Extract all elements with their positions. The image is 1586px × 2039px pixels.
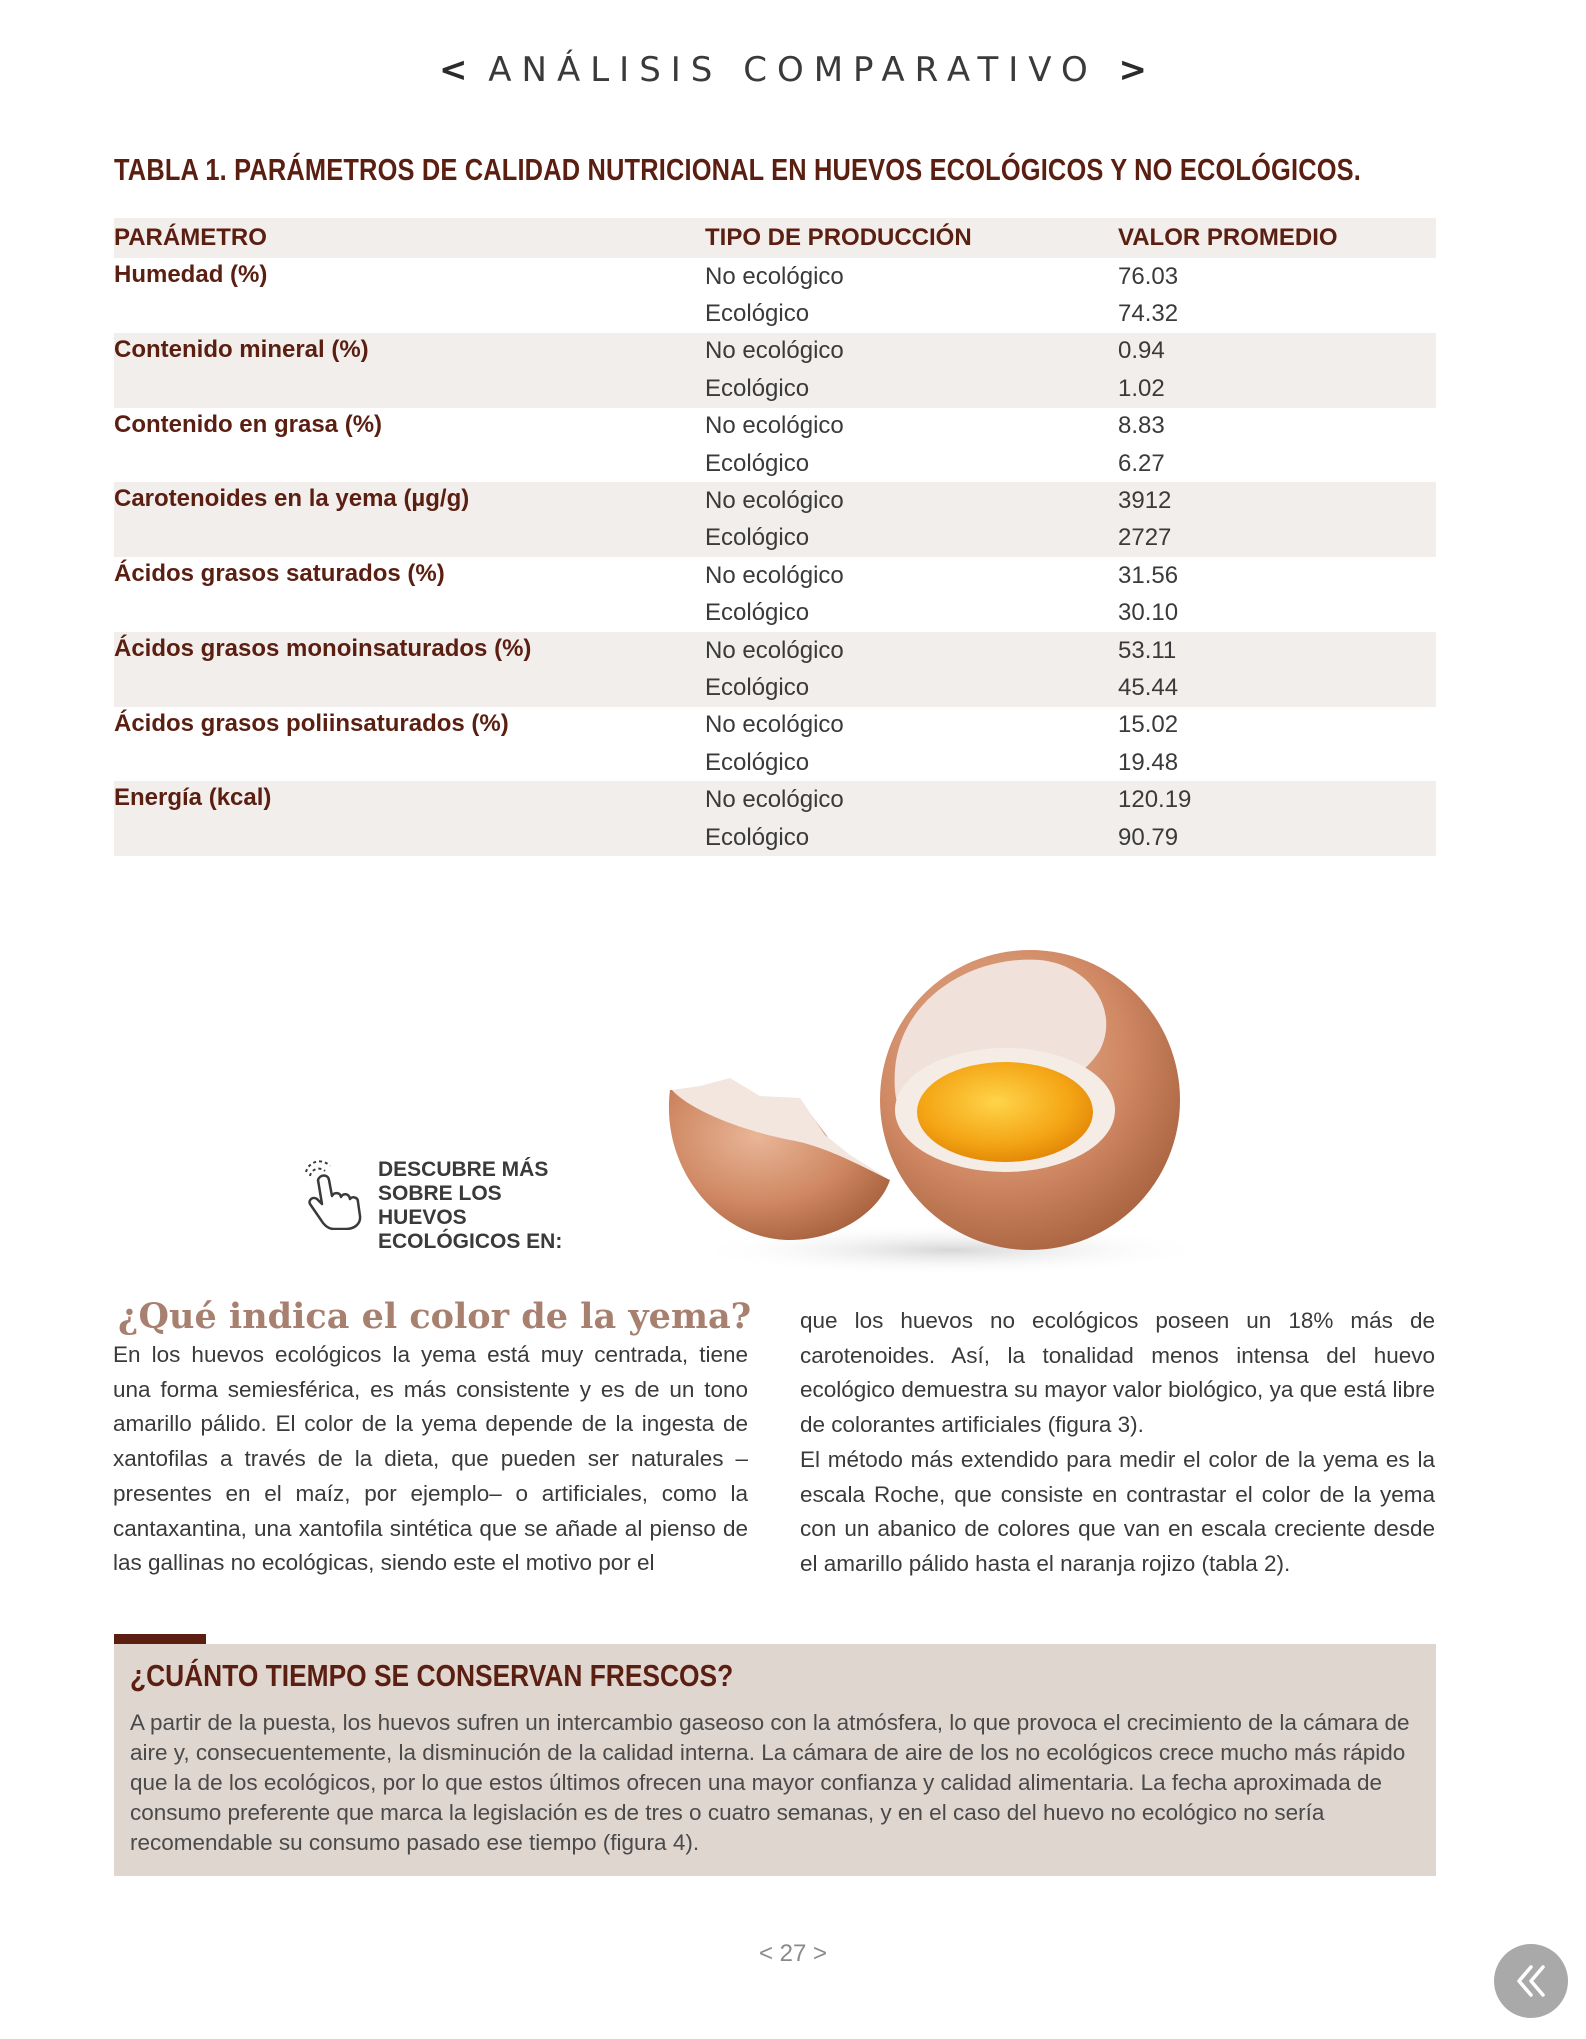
page-number: < 27 > bbox=[758, 1940, 828, 1967]
value-cell: 15.02 bbox=[1118, 711, 1179, 739]
header-average-value: VALOR PROMEDIO bbox=[1118, 218, 1436, 258]
hand-tap-icon bbox=[300, 1158, 370, 1230]
box-title: ¿CUÁNTO TIEMPO SE CONSERVAN FRESCOS? bbox=[130, 1658, 734, 1693]
freshness-box bbox=[114, 1644, 1436, 1876]
right-chevron: > bbox=[1118, 50, 1148, 90]
table-row bbox=[114, 632, 1436, 669]
value-cell: 76.03 bbox=[1118, 262, 1179, 290]
value-cell: 1.02 bbox=[1118, 370, 1436, 407]
header-title: ANÁLISIS COMPARATIVO bbox=[488, 50, 1098, 90]
value-cell: 0.94 bbox=[1118, 333, 1436, 370]
parameter-cell: Ácidos grasos saturados (%) bbox=[114, 560, 445, 588]
table-row bbox=[114, 258, 1436, 295]
article-right-column bbox=[800, 1304, 1435, 1582]
table-body bbox=[114, 258, 1436, 856]
production-type-cell: Ecológico bbox=[705, 300, 810, 328]
value-cell: 74.32 bbox=[1118, 300, 1179, 328]
box-text: A partir de la puesta, los huevos sufren un intercambio gaseoso con la atmósfera, lo que provoca el crecimiento de la cámara de aire y, consecuentemente, la disminución de la calidad interna. La cámara de aire de los no ecológicos crece mucho más rápido que la de los ecológicos, por lo que estos últimos ofrecen una mayor confianza y calidad alimentaria. La fecha aproximada de consumo preferente que marca la legislación es de tres o cuatro semanas, y en el caso del huevo no ecológico no sería recomendable su consumo pasado ese tiempo (figura 4). bbox=[130, 1710, 1410, 1855]
parameter-cell: Contenido en grasa (%) bbox=[114, 410, 383, 438]
production-type-cell: Ecológico bbox=[705, 748, 810, 776]
value-cell: 53.11 bbox=[1118, 632, 1436, 669]
left-chevron: < bbox=[438, 50, 468, 90]
discover-text: DESCUBRE MÁS SOBRE LOS HUEVOS ECOLÓGICOS EN: bbox=[378, 1158, 563, 1253]
production-type-cell: No ecológico bbox=[705, 482, 1118, 519]
table-row bbox=[114, 482, 1436, 519]
back-button[interactable] bbox=[1494, 1944, 1568, 2018]
table-header-row bbox=[114, 218, 1436, 258]
header-production-type: TIPO DE PRODUCCIÓN bbox=[705, 218, 1118, 258]
value-cell: 31.56 bbox=[1118, 561, 1179, 589]
parameter-cell: Ácidos grasos monoinsaturados (%) bbox=[114, 632, 705, 707]
production-type-cell: Ecológico bbox=[705, 370, 1118, 407]
egg-with-yolk bbox=[880, 950, 1180, 1250]
production-type-cell: No ecológico bbox=[705, 781, 1118, 818]
production-type-cell: No ecológico bbox=[705, 262, 844, 290]
table-row bbox=[114, 781, 1436, 818]
table-row bbox=[114, 408, 1436, 445]
value-cell: 90.79 bbox=[1118, 819, 1436, 856]
production-type-cell: No ecológico bbox=[705, 333, 1118, 370]
production-type-cell: Ecológico bbox=[705, 819, 1118, 856]
article-left-column bbox=[113, 1338, 748, 1581]
discover-more-link[interactable] bbox=[300, 1158, 578, 1254]
table-row bbox=[114, 707, 1436, 744]
egg-illustration bbox=[650, 940, 1210, 1280]
parameter-cell: Contenido mineral (%) bbox=[114, 333, 705, 408]
page-header bbox=[0, 50, 1586, 90]
eggshell-half bbox=[669, 1078, 890, 1240]
parameter-cell: Humedad (%) bbox=[114, 261, 268, 288]
value-cell: 30.10 bbox=[1118, 599, 1179, 627]
value-cell: 6.27 bbox=[1118, 449, 1165, 477]
value-cell: 19.48 bbox=[1118, 748, 1179, 776]
double-chevron-left-icon bbox=[1509, 1959, 1553, 2003]
value-cell: 120.19 bbox=[1118, 781, 1436, 818]
value-cell: 45.44 bbox=[1118, 669, 1436, 706]
production-type-cell: Ecológico bbox=[705, 520, 1118, 557]
production-type-cell: No ecológico bbox=[705, 561, 844, 589]
article-paragraph: El método más extendido para medir el color de la yema es la escala Roche, que consiste en contrastar el color de la yema con un abanico de colores que van en escala creciente desde el amarillo pálido hasta el naranja rojizo (tabla 2). bbox=[800, 1446, 1435, 1576]
production-type-cell: No ecológico bbox=[705, 711, 844, 739]
production-type-cell: No ecológico bbox=[705, 412, 844, 440]
article-paragraph: que los huevos no ecológicos poseen un 18% más de carotenoides. Así, la tonalidad menos intensa del huevo ecológico demuestra su mayor valor biológico, ya que está libre de colorantes artificiales (figura 3). bbox=[800, 1308, 1435, 1438]
parameter-cell: Energía (kcal) bbox=[114, 781, 705, 856]
production-type-cell: Ecológico bbox=[705, 449, 810, 477]
table-row bbox=[114, 333, 1436, 370]
parameter-cell: Ácidos grasos poliinsaturados (%) bbox=[114, 709, 509, 737]
value-cell: 3912 bbox=[1118, 482, 1436, 519]
header-parameter: PARÁMETRO bbox=[114, 218, 705, 258]
value-cell: 2727 bbox=[1118, 520, 1436, 557]
production-type-cell: Ecológico bbox=[705, 669, 1118, 706]
production-type-cell: Ecológico bbox=[705, 599, 810, 627]
table-title: TABLA 1. PARÁMETROS DE CALIDAD NUTRICIONAL EN HUEVOS ECOLÓGICOS Y NO ECOLÓGICOS. bbox=[114, 152, 1362, 187]
article-title: ¿Qué indica el color de la yema? bbox=[118, 1296, 752, 1337]
parameter-cell: Carotenoides en la yema (µg/g) bbox=[114, 482, 705, 557]
value-cell: 8.83 bbox=[1118, 412, 1165, 440]
table-row bbox=[114, 557, 1436, 594]
production-type-cell: No ecológico bbox=[705, 632, 1118, 669]
nutrition-table bbox=[114, 218, 1436, 856]
box-accent-bar bbox=[114, 1634, 206, 1644]
article-paragraph: En los huevos ecológicos la yema está muy centrada, tiene una forma semiesférica, es más consistente y es de un tono amarillo pálido. El color de la yema depende de la ingesta de xantofilas a través de la dieta, que pueden ser naturales –presentes en el maíz, por ejemplo– o artificiales, como la cantaxantina, una xantofila sintética que se añade al pienso de las gallinas no ecológicas, siendo este el motivo por el bbox=[113, 1342, 748, 1576]
